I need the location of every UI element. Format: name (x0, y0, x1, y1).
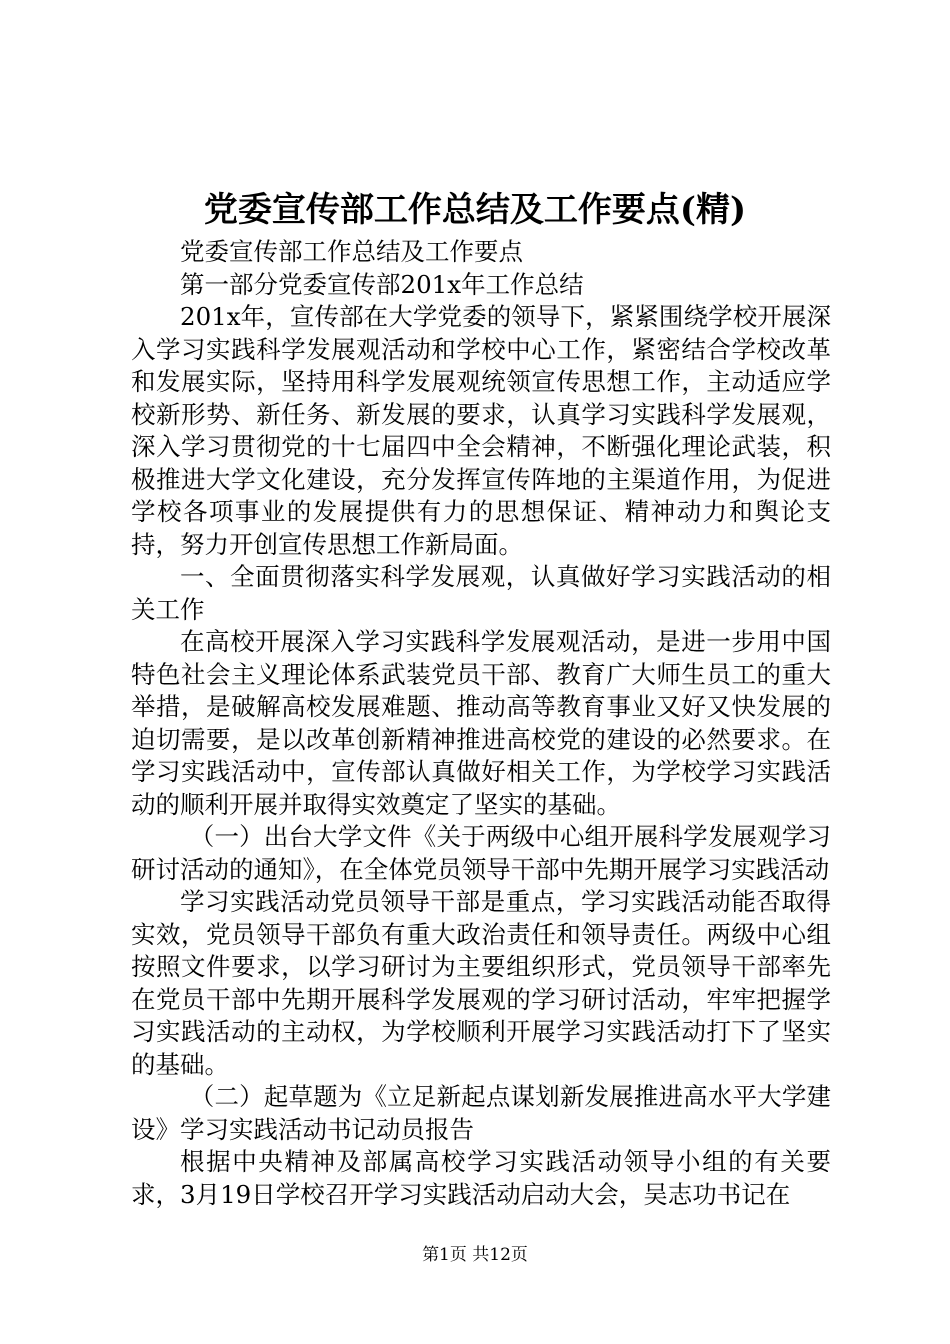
body-paragraph: 学习实践活动党员领导干部是重点，学习实践活动能否取得实效，党员领导干部负有重大政治责任和领导责任。两级中心组按照文件要求，以学习研讨为主要组织形式，党员领导干部率先在党员干部中先期开展科学发展观的学习研讨活动，牢牢把握学习实践活动的主动权，为学校顺利开展学习实践活动打下了坚实的基础。 (131, 887, 831, 1079)
section-heading: 第一部分党委宣传部201x年工作总结 (180, 269, 584, 299)
body-paragraph: 在高校开展深入学习实践科学发展观活动，是进一步用中国特色社会主义理论体系武装党员干部、教育广大师生员工的重大举措，是破解高校发展难题、推动高等教育事业又好又快发展的迫切需要，是以改革创新精神推进高校党的建设的必然要求。在学习实践活动中，宣传部认真做好相关工作，为学校学习实践活动的顺利开展并取得实效奠定了坚实的基础。 (131, 627, 831, 819)
subsection-heading: （一）出台大学文件《关于两级中心组开展科学发展观学习研讨活动的通知》，在全体党员领导干部中先期开展学习实践活动 (131, 822, 831, 884)
subsection-heading: （二）起草题为《立足新起点谋划新发展推进高水平大学建设》学习实践活动书记动员报告 (131, 1082, 831, 1144)
body-paragraph: 根据中央精神及部属高校学习实践活动领导小组的有关要求，3月19日学校召开学习实践活动启动大会，吴志功书记在 (131, 1147, 831, 1209)
subtitle-line: 党委宣传部工作总结及工作要点 (180, 237, 523, 266)
page-number-footer: 第1页 共12页 (422, 1245, 528, 1265)
section-heading: 一、全面贯彻落实科学发展观，认真做好学习实践活动的相关工作 (131, 562, 831, 624)
body-paragraph: 201x年，宣传部在大学党委的领导下，紧紧围绕学校开展深入学习实践科学发展观活动和学校中心工作，紧密结合学校改革和发展实际，坚持用科学发展观统领宣传思想工作，主动适应学校新形势、新任务、新发展的要求，认真学习实践科学发展观，深入学习贯彻党的十七届四中全会精神，不断强化理论武装，积极推进大学文化建设，充分发挥宣传阵地的主渠道作用，为促进学校各项事业的发展提供有力的思想保证、精神动力和舆论支持，努力开创宣传思想工作新局面。 (131, 302, 831, 559)
document-title: 党委宣传部工作总结及工作要点(精) (203, 190, 747, 230)
document-body (131, 236, 831, 1211)
